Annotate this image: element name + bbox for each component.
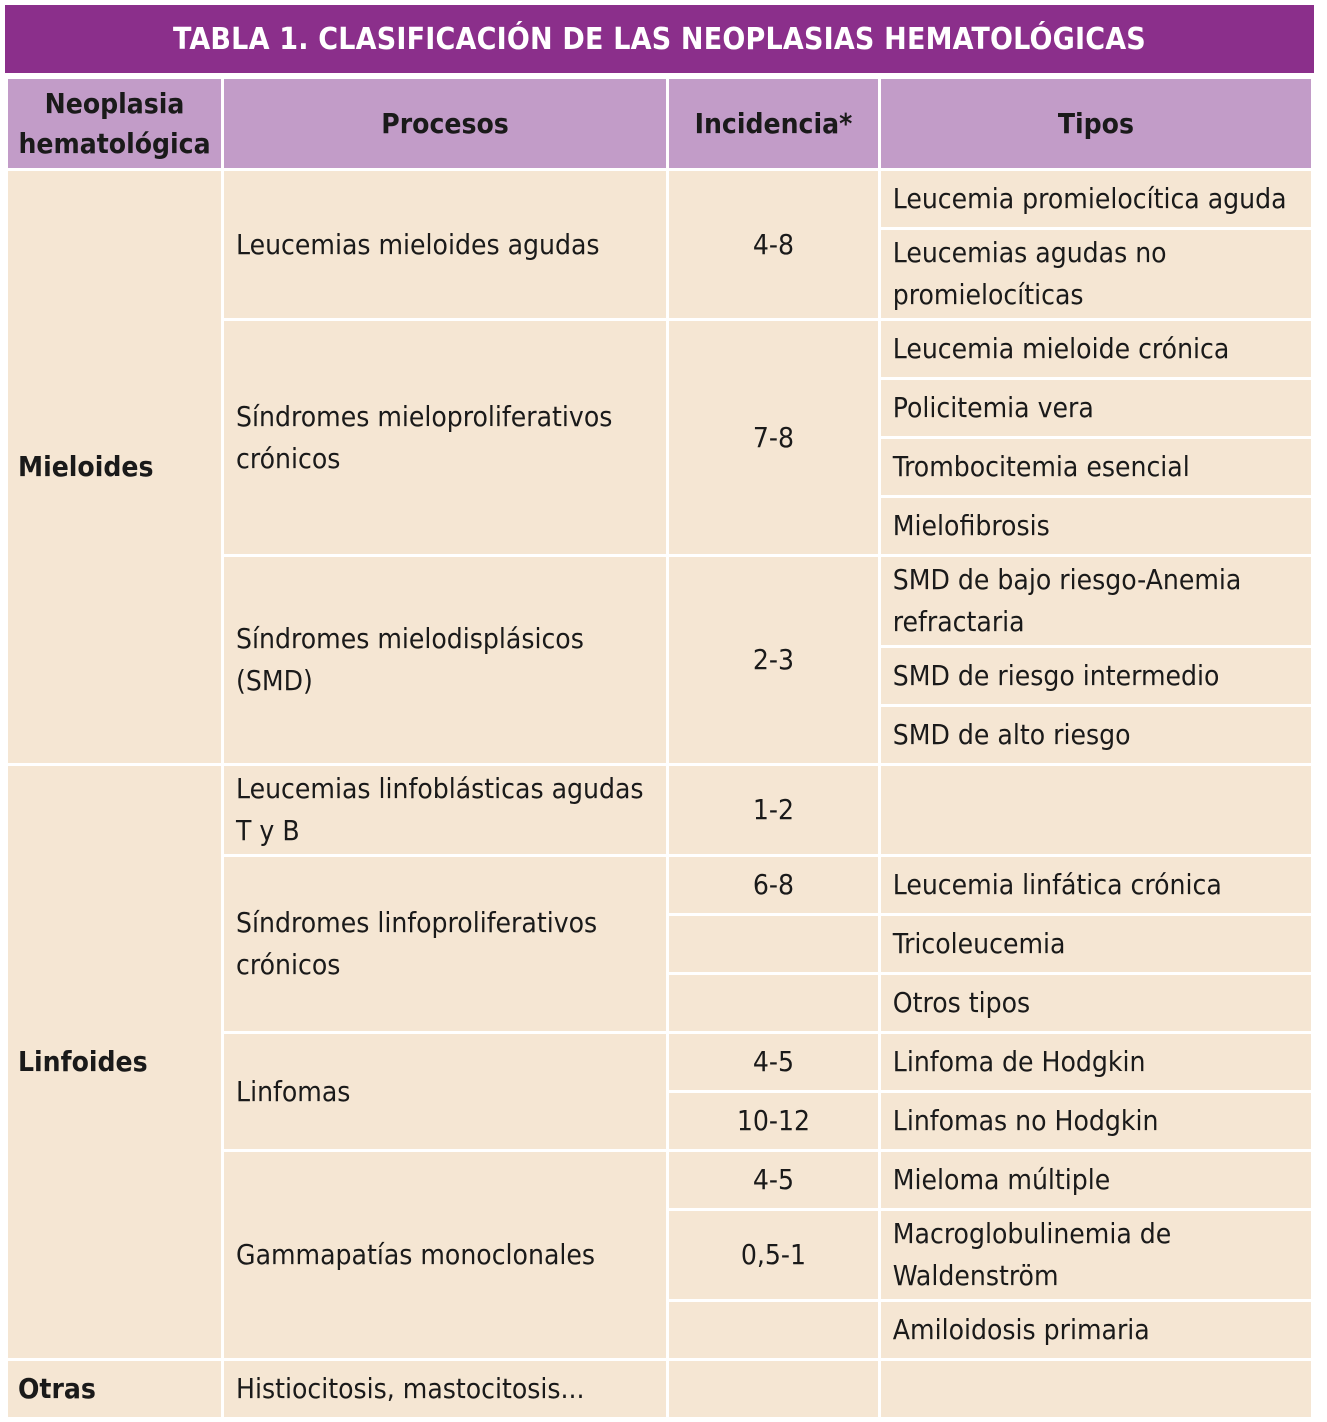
category-linfoides: Linfoides (7, 765, 223, 1360)
process-cell: Leucemias mieloides agudas (223, 170, 668, 320)
incidence-cell: 2-3 (668, 556, 880, 765)
type-cell: SMD de alto riesgo (879, 706, 1312, 765)
type-cell: Amiloidosis primaria (879, 1301, 1312, 1360)
process-cell: Histiocitosis, mastocitosis... (223, 1360, 668, 1419)
type-cell: Leucemia promielocítica aguda (879, 170, 1312, 229)
classification-table (5, 76, 1314, 1420)
type-cell: SMD de riesgo intermedio (879, 647, 1312, 706)
process-cell: Síndromes mielodisplásicos (SMD) (223, 556, 668, 765)
header-incidencia: Incidencia* (668, 78, 880, 170)
header-row (7, 78, 1313, 170)
type-cell: Macroglobulinemia de Waldenström (879, 1210, 1312, 1301)
table-container (5, 5, 1314, 1420)
incidence-cell: 0,5-1 (668, 1210, 880, 1301)
table-row (7, 765, 1313, 856)
type-cell: Policitemia vera (879, 379, 1312, 438)
type-cell: Linfomas no Hodgkin (879, 1092, 1312, 1151)
incidence-cell-empty (668, 915, 880, 974)
incidence-cell-empty (668, 1360, 880, 1419)
type-cell-empty (879, 765, 1312, 856)
table-row (7, 170, 1313, 229)
type-cell: Linfoma de Hodgkin (879, 1033, 1312, 1092)
table-row (7, 1360, 1313, 1419)
table-title: TABLA 1. CLASIFICACIÓN DE LAS NEOPLASIAS HEMATOLÓGICAS (5, 5, 1314, 76)
process-cell: Leucemias linfoblásticas agudas T y B (223, 765, 668, 856)
category-mieloides: Mieloides (7, 170, 223, 765)
type-cell: Mielofibrosis (879, 497, 1312, 556)
incidence-cell: 1-2 (668, 765, 880, 856)
category-otras: Otras (7, 1360, 223, 1419)
type-cell: Leucemia linfática crónica (879, 856, 1312, 915)
incidence-cell: 4-5 (668, 1151, 880, 1210)
type-cell: Trombocitemia esencial (879, 438, 1312, 497)
process-cell: Síndromes linfoproliferativos crónicos (223, 856, 668, 1033)
header-procesos: Procesos (223, 78, 668, 170)
incidence-cell: 10-12 (668, 1092, 880, 1151)
incidence-cell: 7-8 (668, 320, 880, 556)
incidence-cell-empty (668, 1301, 880, 1360)
incidence-cell-empty (668, 974, 880, 1033)
header-neoplasia: Neoplasia hematológica (7, 78, 223, 170)
incidence-cell: 4-5 (668, 1033, 880, 1092)
type-cell: Otros tipos (879, 974, 1312, 1033)
process-cell: Linfomas (223, 1033, 668, 1151)
incidence-cell: 4-8 (668, 170, 880, 320)
type-cell: Tricoleucemia (879, 915, 1312, 974)
header-tipos: Tipos (879, 78, 1312, 170)
process-cell: Gammapatías monoclonales (223, 1151, 668, 1360)
type-cell-empty (879, 1360, 1312, 1419)
incidence-cell: 6-8 (668, 856, 880, 915)
process-cell: Síndromes mieloproliferativos crónicos (223, 320, 668, 556)
type-cell: Leucemias agudas no promielocíticas (879, 229, 1312, 320)
type-cell: Mieloma múltiple (879, 1151, 1312, 1210)
type-cell: SMD de bajo riesgo-Anemia refractaria (879, 556, 1312, 647)
type-cell: Leucemia mieloide crónica (879, 320, 1312, 379)
